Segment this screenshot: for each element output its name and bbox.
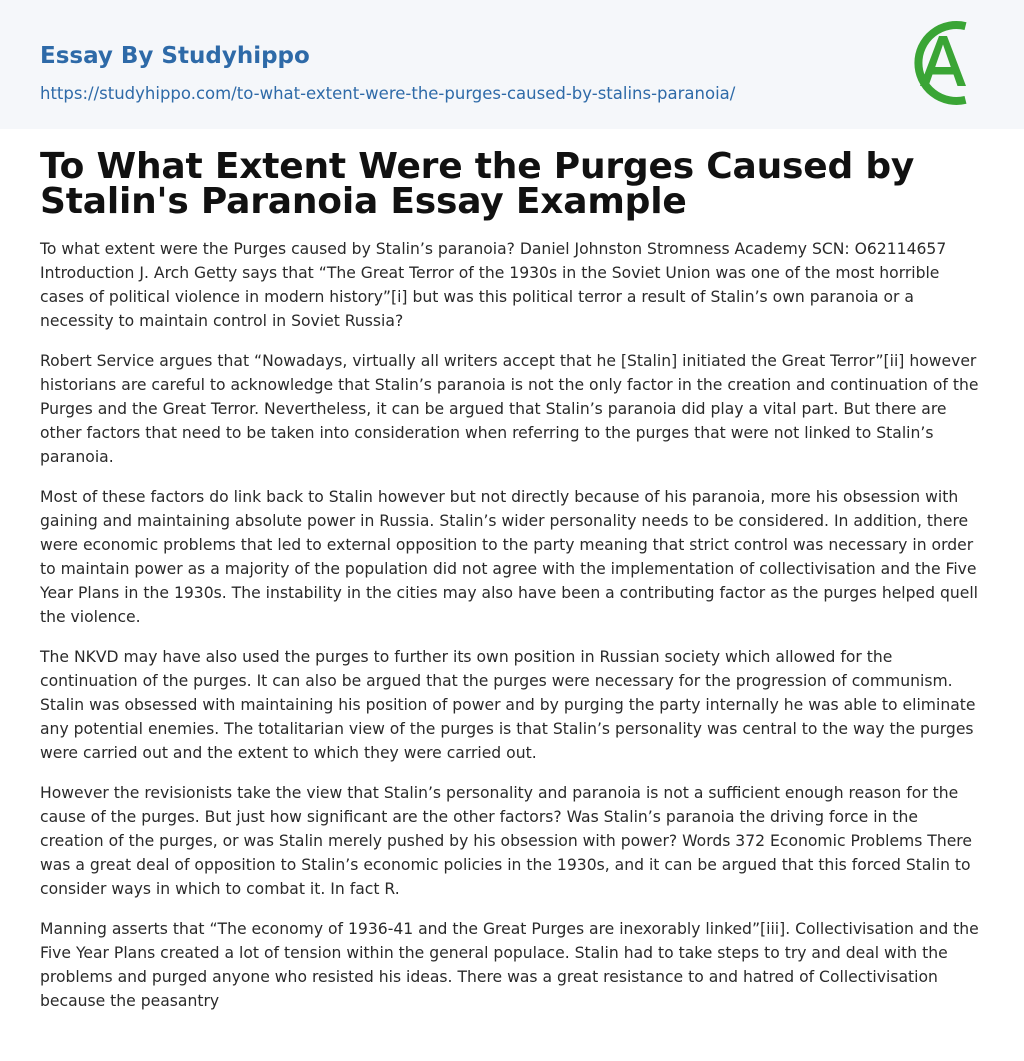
- article-content: [0, 146, 1024, 1013]
- article-paragraph: To what extent were the Purges caused by Stalin’s paranoia? Daniel Johnston Stromness Academy SCN: O62114657 Introduction J. Arch Getty says that “The Great Terror of the 1930s in the Soviet Union was one of the most horrible cases of political violence in modern history”[i] but was this political terror a result of Stalin’s own paranoia or a necessity to maintain control in Soviet Russia?: [40, 240, 947, 330]
- page-title: To What Extent Were the Purges Caused by Stalin's Paranoia Essay Example: [40, 146, 915, 222]
- article-paragraph: Manning asserts that “The economy of 1936-41 and the Great Purges are inexorably linked”[iii]. Collectivisation and the Five Year Plans created a lot of tension within the general populace. Stalin had to take steps to try and deal with the problems and purged anyone who resisted his ideas. There was a great resistance to and hatred of Collectivisation because the peasantry: [40, 920, 979, 1010]
- article-url-link[interactable]: https://studyhippo.com/to-what-extent-were-the-purges-caused-by-stalins-paranoia/: [40, 84, 736, 103]
- article-paragraph: However the revisionists take the view that Stalin’s personality and paranoia is not a sufficient enough reason for the cause of the purges. But just how significant are the other factors? Was Stalin’s paranoia the driving force in the creation of the purges, or was Stalin merely pushed by his obsession with power? Words 372 Economic Problems There was a great deal of opposition to Stalin’s economic policies in the 1930s, and it can be argued that this forced Stalin to consider ways in which to combat it. In fact R.: [40, 784, 972, 898]
- studyhippo-logo-icon[interactable]: [912, 20, 986, 106]
- article-paragraph: The NKVD may have also used the purges to further its own position in Russian society which allowed for the continuation of the purges. It can also be argued that the purges were necessary for the progression of communism. Stalin was obsessed with maintaining his position of power and by purging the party internally he was able to eliminate any potential enemies. The totalitarian view of the purges is that Stalin’s personality was central to the way the purges were carried out and the extent to which they were carried out.: [40, 648, 976, 762]
- site-header: [0, 0, 1024, 129]
- article-paragraph: Robert Service argues that “Nowadays, virtually all writers accept that he [Stalin] initiated the Great Terror”[ii] however historians are careful to acknowledge that Stalin’s paranoia is not the only factor in the creation and continuation of the Purges and the Great Terror. Nevertheless, it can be argued that Stalin’s paranoia did play a vital part. But there are other factors that need to be taken into consideration when referring to the purges that were not linked to Stalin’s paranoia.: [40, 352, 979, 466]
- site-title[interactable]: Essay By Studyhippo: [40, 43, 310, 69]
- article-paragraph: Most of these factors do link back to Stalin however but not directly because of his paranoia, more his obsession with gaining and maintaining absolute power in Russia. Stalin’s wider personality needs to be considered. In addition, there were economic problems that led to external opposition to the party meaning that strict control was necessary in order to maintain power as a majority of the population did not agree with the implementation of collectivisation and the Five Year Plans in the 1930s. The instability in the cities may also have been a contributing factor as the purges helped quell the violence.: [40, 488, 979, 626]
